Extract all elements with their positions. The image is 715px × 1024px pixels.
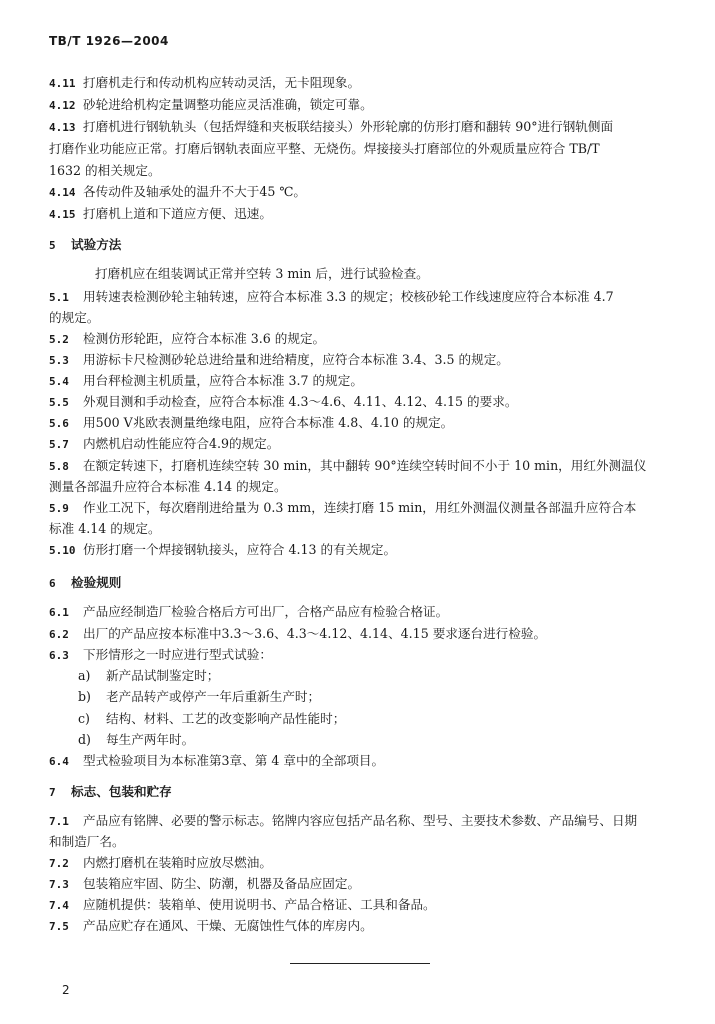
clause-4-15 — [49, 203, 679, 222]
list-marker: d) — [78, 732, 91, 747]
section-5-heading — [49, 234, 121, 253]
list-text: 老产品转产或停产一年后重新生产时； — [106, 689, 321, 704]
list-item — [78, 729, 194, 748]
clause-7-4 — [49, 894, 679, 913]
clause-text: 在额定转速下，打磨机连续空转 30 min，其中翻转 90°连续空转时间不小于 10 min，用红外测温仪 — [83, 458, 647, 473]
clause-4-11 — [49, 72, 679, 91]
clause-number: 5.3 — [49, 354, 69, 367]
clause-number: 7.3 — [49, 878, 69, 891]
clause-5-6 — [49, 412, 679, 431]
clause-text: 用台秤检测主机质量，应符合本标准 3.7 的规定。 — [83, 373, 363, 388]
clause-number: 5.5 — [49, 396, 69, 409]
section-number: 6 — [49, 577, 56, 590]
section-5-intro: 打磨机应在组装调试正常并空转 3 min 后，进行试验检查。 — [95, 266, 429, 281]
clause-5-10 — [49, 539, 679, 558]
clause-7-1-line2: 和制造厂名。 — [49, 834, 125, 849]
clause-text: 各传动件及轴承处的温升不大于45 ℃。 — [83, 184, 307, 199]
clause-number: 7.5 — [49, 920, 69, 933]
clause-5-1 — [49, 286, 679, 305]
clause-6-2 — [49, 623, 679, 642]
clause-number: 4.13 — [49, 121, 76, 134]
clause-number: 5.9 — [49, 502, 69, 515]
clause-number: 5.4 — [49, 375, 69, 388]
list-marker: c) — [78, 711, 90, 726]
clause-5-4 — [49, 370, 679, 389]
clause-text: 应随机提供：装箱单、使用说明书、产品合格证、工具和备品。 — [83, 897, 436, 912]
clause-7-5 — [49, 915, 679, 934]
clause-text: 打磨机走行和传动机构应转动灵活，无卡阻现象。 — [83, 75, 361, 90]
clause-5-2 — [49, 328, 679, 347]
clause-text: 出厂的产品应按本标准中3.3～3.6、4.3～4.12、4.14、4.15 要求逐台进行检验。 — [83, 626, 547, 641]
clause-text: 包装箱应牢固、防尘、防潮，机器及备品应固定。 — [83, 876, 361, 891]
clause-7-2 — [49, 852, 679, 871]
section-number: 7 — [49, 786, 56, 799]
clause-number: 4.12 — [49, 99, 76, 112]
clause-5-8-line2: 测量各部温升应符合本标准 4.14 的规定。 — [49, 479, 287, 494]
clause-number: 5.10 — [49, 544, 76, 557]
end-rule — [290, 963, 430, 964]
clause-number: 7.4 — [49, 899, 69, 912]
list-marker: a) — [78, 668, 91, 683]
clause-7-1 — [49, 810, 679, 829]
clause-text: 打磨机进行钢轨轨头（包括焊缝和夹板联结接头）外形轮廓的仿形打磨和翻转 90°进行钢轨侧面 — [83, 119, 614, 134]
clause-text: 内燃打磨机在装箱时应放尽燃油。 — [83, 855, 272, 870]
clause-number: 4.14 — [49, 186, 76, 199]
clause-5-7 — [49, 433, 679, 452]
clause-number: 4.15 — [49, 208, 76, 221]
section-7-heading — [49, 781, 172, 800]
clause-6-1 — [49, 601, 679, 620]
clause-text: 型式检验项目为本标准第3章、第 4 章中的全部项目。 — [83, 753, 385, 768]
list-text: 新产品试制鉴定时； — [106, 668, 220, 683]
clause-text: 作业工况下，每次磨削进给量为 0.3 mm，连续打磨 15 min，用红外测温仪测量各部温升应符合本 — [83, 500, 637, 515]
clause-text: 打磨机上道和下道应方便、迅速。 — [83, 206, 272, 221]
section-title: 检验规则 — [71, 575, 122, 590]
clause-4-13-line2: 打磨作业功能应正常。打磨后钢轨表面应平整、无烧伤。焊接接头打磨部位的外观质量应符合 TB/T — [49, 141, 600, 156]
section-title: 试验方法 — [71, 237, 122, 252]
clause-text: 产品应经制造厂检验合格后方可出厂，合格产品应有检验合格证。 — [83, 604, 449, 619]
clause-number: 5.2 — [49, 333, 69, 346]
clause-text: 下形情形之一时应进行型式试验： — [83, 647, 272, 662]
list-text: 每生产两年时。 — [106, 732, 195, 747]
clause-text: 产品应有铭牌、必要的警示标志。铭牌内容应包括产品名称、型号、主要技术参数、产品编号、日期 — [83, 813, 638, 828]
list-item — [78, 708, 345, 727]
section-title: 标志、包装和贮存 — [71, 784, 172, 799]
clause-number: 5.6 — [49, 417, 69, 430]
clause-number: 5.7 — [49, 438, 69, 451]
page-number: 2 — [62, 983, 70, 997]
clause-text: 用500 V兆欧表测量绝缘电阻，应符合本标准 4.8、4.10 的规定。 — [83, 415, 454, 430]
clause-5-9-line2: 标准 4.14 的规定。 — [49, 521, 161, 536]
clause-number: 6.4 — [49, 755, 69, 768]
clause-5-9 — [49, 497, 679, 516]
section-number: 5 — [49, 239, 56, 252]
clause-number: 6.2 — [49, 628, 69, 641]
section-6-heading — [49, 572, 121, 591]
clause-number: 6.3 — [49, 649, 69, 662]
clause-4-13 — [49, 116, 679, 135]
clause-6-3 — [49, 644, 679, 663]
clause-number: 5.1 — [49, 291, 69, 304]
clause-number: 5.8 — [49, 460, 69, 473]
list-item — [78, 665, 219, 684]
clause-5-8 — [49, 455, 679, 474]
clause-6-4 — [49, 750, 679, 769]
clause-text: 用游标卡尺检测砂轮总进给量和进给精度，应符合本标准 3.4、3.5 的规定。 — [83, 352, 509, 367]
clause-text: 砂轮进给机构定量调整功能应灵活准确，锁定可靠。 — [83, 97, 373, 112]
clause-4-13-line3: 1632 的相关规定。 — [49, 163, 161, 178]
clause-number: 7.1 — [49, 815, 69, 828]
clause-number: 6.1 — [49, 606, 69, 619]
clause-number: 4.11 — [49, 77, 76, 90]
clause-5-3 — [49, 349, 679, 368]
clause-4-12 — [49, 94, 679, 113]
clause-text: 外观目测和手动检查，应符合本标准 4.3～4.6、4.11、4.12、4.15 的要求。 — [83, 394, 518, 409]
clause-number: 7.2 — [49, 857, 69, 870]
clause-5-1-line2: 的规定。 — [49, 310, 100, 325]
clause-text: 产品应贮存在通风、干燥、无腐蚀性气体的库房内。 — [83, 918, 373, 933]
clause-text: 内燃机启动性能应符合4.9的规定。 — [83, 436, 280, 451]
clause-text: 检测仿形轮距，应符合本标准 3.6 的规定。 — [83, 331, 326, 346]
clause-text: 用转速表检测砂轮主轴转速，应符合本标准 3.3 的规定；校核砂轮工作线速度应符合本标准 4.7 — [83, 289, 614, 304]
clause-5-5 — [49, 391, 679, 410]
list-item — [78, 686, 320, 705]
clause-4-14 — [49, 181, 679, 200]
list-marker: b) — [78, 689, 91, 704]
standard-header: TB/T 1926—2004 — [49, 34, 169, 48]
list-text: 结构、材料、工艺的改变影响产品性能时； — [106, 711, 346, 726]
clause-text: 仿形打磨一个焊接钢轨接头，应符合 4.13 的有关规定。 — [83, 542, 397, 557]
clause-7-3 — [49, 873, 679, 892]
